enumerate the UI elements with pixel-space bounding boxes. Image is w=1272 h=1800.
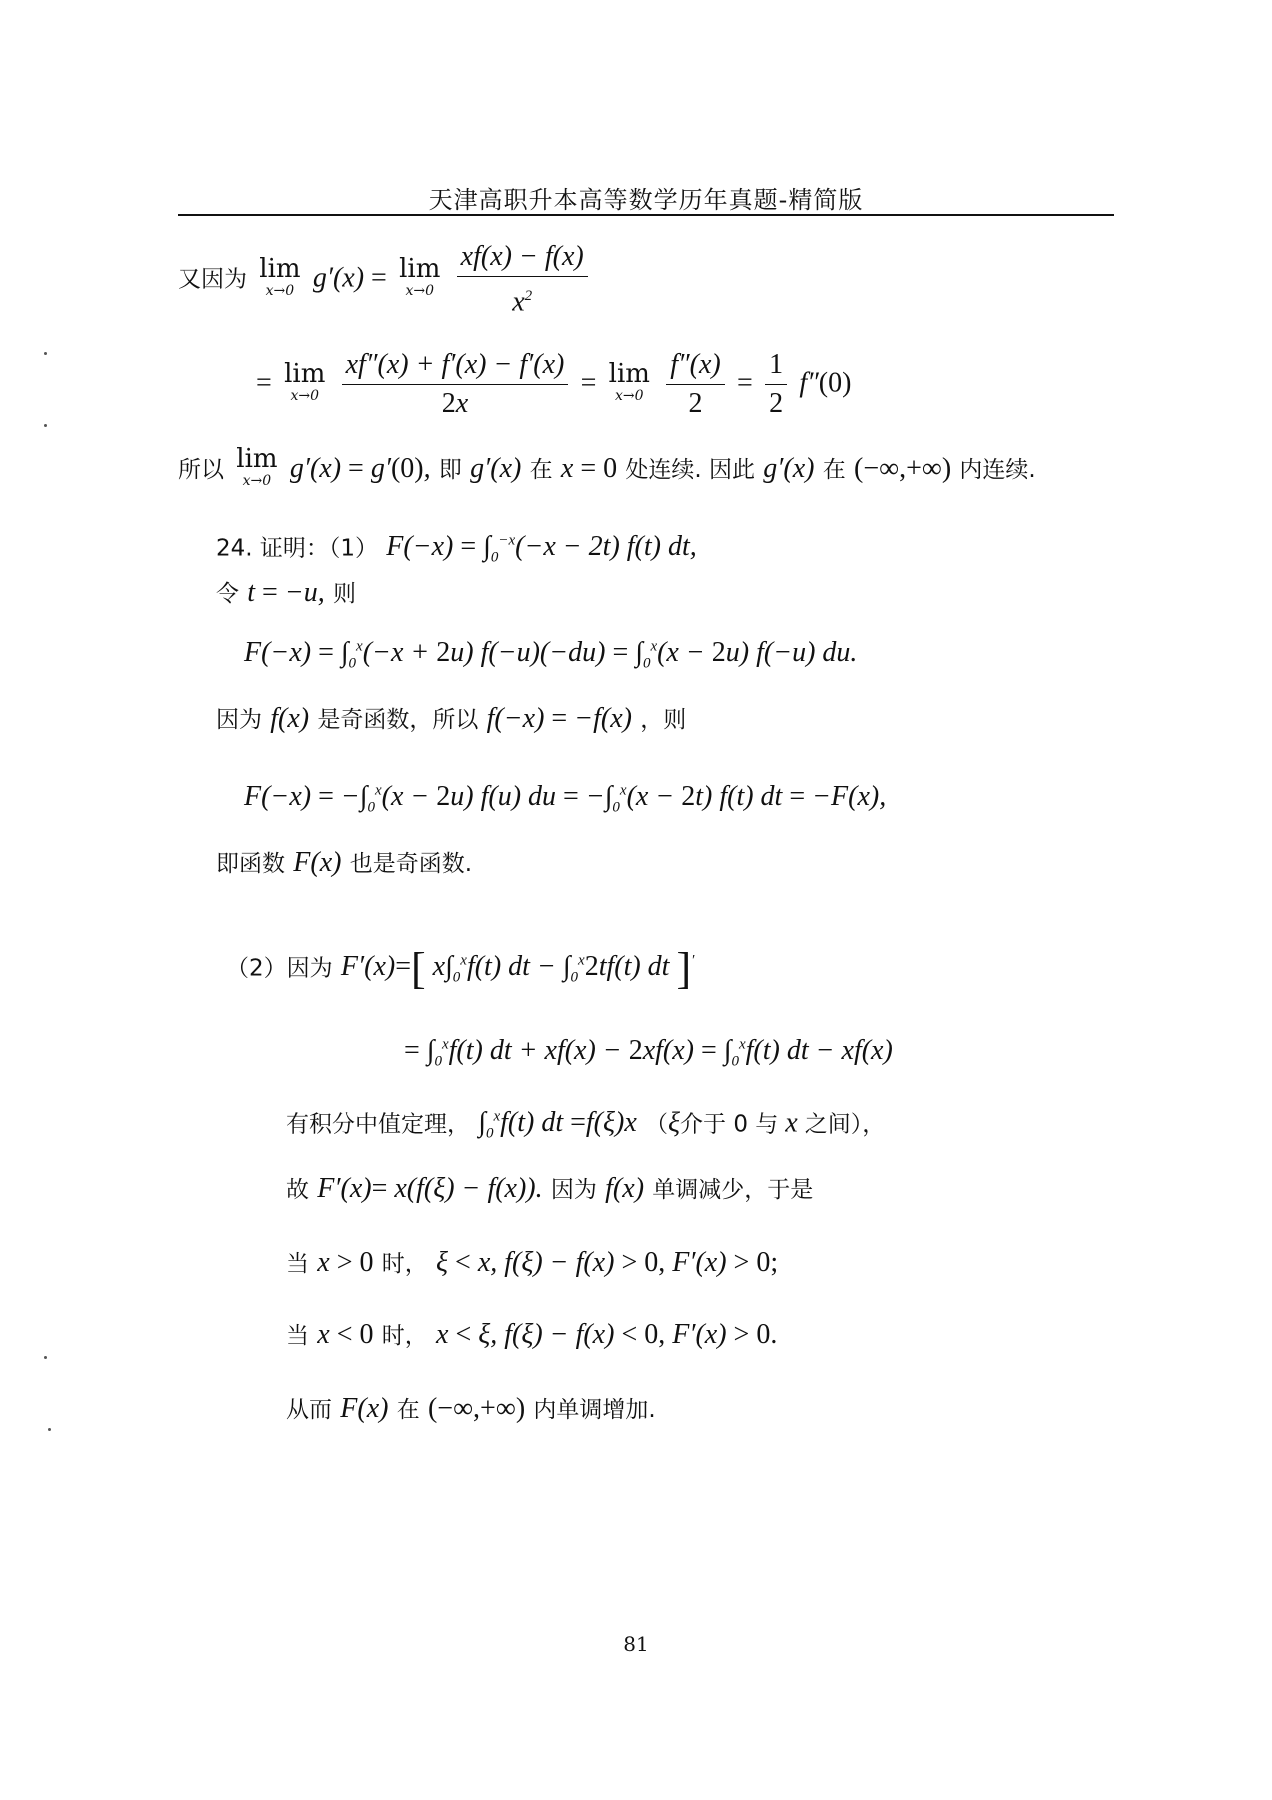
scan-artifact [48,1428,51,1431]
mean-value-line: 有积分中值定理， $\int_0^xf(t)$ dt =f(ξ)x （ξ介于 0 与 x 之间）， [286,1107,886,1142]
equation-line-6: $F(-x) = \int_0^x(-x + 2u) f(-u)(-du) = \int_0^x(x - 2u)$ f(−u) du. [244,637,858,672]
text-line-3: 所以 lim x→0 g′(x) = g′(0), 即 g′(x) 在 x = 0 处连续. 因此 g′(x) 在 (−∞,+∞) 内连续. [178,444,1036,489]
scan-artifact [44,1356,47,1359]
substitution-line: 令 t = −u, 则 [216,577,357,608]
case-positive-line: 当 x > 0 时， ξ < x, f(ξ) − f(x) > 0, F′(x) > 0; [286,1247,779,1278]
page-number: 81 [623,1632,649,1656]
equation-line-8: $F(-x) = -\int_0^x(x - 2u)$ f(u) du = $-\int_0^x(x - 2t)$ f(t) dt = −F(x), [244,781,887,816]
odd-function-line: 因为 f(x) 是奇函数，所以 f(−x) = −f(x) ，则 [216,703,687,734]
equation-line-2: = lim x→0 $\frac{xf''(x) + f'(x) - f'(x)}{2x}$ = lim x→0 $\frac{f''(x)}{2}$ = $\frac{1}{2}$ f″(0) [256,346,851,423]
derivative-sign-line: 故 F′(x)= x(f(ξ) − f(x)). 因为 f(x) 单调减少，于是 [286,1173,814,1204]
case-negative-line: 当 x < 0 时， x < ξ, f(ξ) − f(x) < 0, F′(x) > 0. [286,1319,778,1350]
final-conclusion-line: 从而 F(x) 在 (−∞,+∞) 内单调增加. [286,1393,656,1424]
equation-line-11: = $\int_0^xf(t)$ dt + $xf(x) - 2xf(x) = \int_0^xf(t)$ dt − xf(x) [404,1035,893,1070]
scan-artifact [44,352,47,355]
running-header: 天津高职升本高等数学历年真题-精简版 [428,186,864,214]
part-2-derivative: （2）因为 F′(x)=[ $x\int_0^xf(t)$ dt − $\int_0^x2tf(t)$ dt ]′ [226,944,695,994]
conclusion-part-1: 即函数 F(x) 也是奇函数. [216,847,473,878]
proof-24-start: 24. 证明：（1） $F(-x) = \int_0^{-x}(-x - 2t)$ f(t) dt, [216,531,697,566]
scan-artifact [44,424,47,427]
header-rule [178,214,1114,216]
equation-line-1: 又因为 lim x→0 g′(x) = lim x→0 $\frac{xf(x) - f(x)}{x^2}$ [178,238,592,321]
